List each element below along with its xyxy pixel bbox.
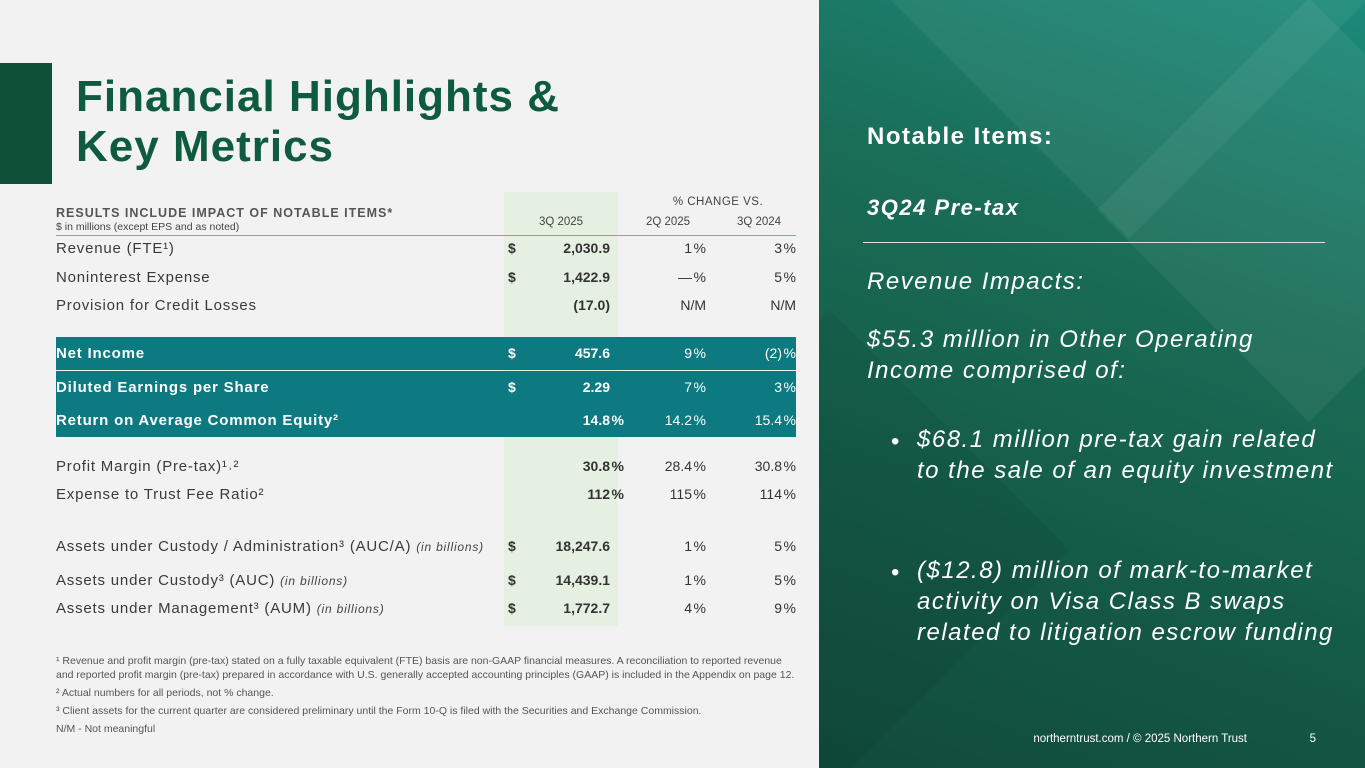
value-3q2025: 14.8 <box>582 412 610 428</box>
pct-change-header: % CHANGE VS. <box>672 196 764 208</box>
table-header-subtitle: $ in millions (except EPS and as noted) <box>56 221 240 233</box>
row-label: Provision for Credit Losses <box>56 297 257 314</box>
footer-copyright: northerntrust.com / © 2025 Northern Trust <box>1033 733 1247 745</box>
value-3q2025: 2.29 <box>582 379 610 395</box>
col-header-3q2025: 3Q 2025 <box>538 216 584 228</box>
chg1-pct: % <box>693 600 706 616</box>
chg-vs-3q2024: 5 <box>774 538 782 554</box>
chg-vs-3q2024: (2) <box>764 345 782 361</box>
value-pct: % <box>611 458 624 474</box>
revenue-impacts-title: Revenue Impacts: <box>867 268 1085 295</box>
row-label: Expense to Trust Fee Ratio² <box>56 486 265 503</box>
table-row-revenue <box>56 237 796 261</box>
chg-vs-2q2025: 115 <box>669 486 692 502</box>
dollar-sign: $ <box>508 572 516 588</box>
chg1-pct: % <box>693 486 706 502</box>
value-3q2025: (17.0) <box>573 297 610 313</box>
panel-divider <box>863 242 1325 243</box>
table-row-auc-a <box>56 535 796 559</box>
footnote-1: ¹ Revenue and profit margin (pre-tax) stated on a fully taxable equivalent (FTE) basis are non-GAAP financial measures. A reconciliation to reported revenue and reported profit margin (pre-tax) prepared in accordance with U.S. generally accepted accounting principles (GAAP) is included in the Appendix on page 12. <box>56 655 795 681</box>
table-row-return-on-equity <box>56 404 796 437</box>
row-label: Revenue (FTE¹) <box>56 240 175 257</box>
bullet-item: ($12.8) million of mark-to-market activity on Visa Class B swaps related to litigation escrow funding <box>917 557 1334 646</box>
table-row-expense-trust-fee-ratio <box>56 483 796 507</box>
table-row-auc <box>56 569 796 593</box>
row-label: Assets under Custody / Administration³ (AUC/A) (in billions) <box>56 538 484 555</box>
table-row-net-income <box>56 337 796 370</box>
chg2-pct: % <box>783 600 796 616</box>
chg-vs-2q2025: 14.2 <box>664 412 692 428</box>
chg-vs-2q2025: 1 <box>684 538 692 554</box>
row-label: Profit Margin (Pre-tax)¹˒² <box>56 458 240 475</box>
row-label: Net Income <box>56 345 145 362</box>
value-3q2025: 30.8 <box>582 458 610 474</box>
table-row-provision-credit-losses <box>56 294 796 318</box>
chg-vs-3q2024: 15.4 <box>754 412 782 428</box>
col-header-3q2024: 3Q 2024 <box>736 216 782 228</box>
chg-vs-3q2024: 5 <box>774 269 782 285</box>
row-label-note: (in billions) <box>416 540 484 554</box>
col-header-2q2025: 2Q 2025 <box>645 216 691 228</box>
bullet-dot: • <box>891 559 900 586</box>
chg-vs-2q2025: 9 <box>684 345 692 361</box>
page-title: Financial Highlights & Key Metrics <box>76 72 561 171</box>
chg1-pct: % <box>693 345 706 361</box>
value-3q2025: 1,772.7 <box>563 600 610 616</box>
table-row-noninterest-expense <box>56 266 796 290</box>
revenue-impacts-description: $55.3 million in Other Operating Income comprised of: <box>867 326 1254 384</box>
bullet-dot: • <box>891 428 900 455</box>
dollar-sign: $ <box>508 240 516 256</box>
chg-vs-3q2024: 114 <box>759 486 782 502</box>
chg2-pct: % <box>783 269 796 285</box>
footnotes <box>56 654 801 740</box>
chg-vs-3q2024: 3 <box>774 240 782 256</box>
chg2-pct: % <box>783 240 796 256</box>
chg2-pct: % <box>783 486 796 502</box>
title-accent-bar <box>0 63 52 184</box>
footnote-nm: N/M - Not meaningful <box>56 723 156 735</box>
chg-vs-3q2024: 9 <box>774 600 782 616</box>
footnote-2: ² Actual numbers for all periods, not % change. <box>56 687 274 699</box>
dollar-sign: $ <box>508 600 516 616</box>
chg-vs-3q2024: 3 <box>774 379 782 395</box>
chg2-pct: % <box>783 458 796 474</box>
table-header-title: RESULTS INCLUDE IMPACT OF NOTABLE ITEMS* <box>56 206 394 220</box>
value-3q2025: 14,439.1 <box>555 572 610 588</box>
chg2-pct: % <box>783 572 796 588</box>
row-label: Diluted Earnings per Share <box>56 379 270 396</box>
value-3q2025: 18,247.6 <box>555 538 610 554</box>
bullet-item: $68.1 million pre-tax gain related to the sale of an equity investment <box>917 426 1334 484</box>
chg-vs-2q2025: — <box>678 269 692 285</box>
dollar-sign: $ <box>508 538 516 554</box>
chg1-pct: % <box>693 572 706 588</box>
chg-vs-2q2025: N/M <box>680 297 706 313</box>
chg1-pct: % <box>693 240 706 256</box>
chg-vs-2q2025: 4 <box>684 600 692 616</box>
value-3q2025: 457.6 <box>574 345 610 361</box>
chg2-pct: % <box>783 345 796 361</box>
chg-vs-2q2025: 28.4 <box>664 458 692 474</box>
footnote-3: ³ Client assets for the current quarter are considered preliminary until the Form 10-Q is filed with the Securities and Exchange Commission. <box>56 705 702 717</box>
chg1-pct: % <box>693 269 706 285</box>
chg-vs-3q2024: 30.8 <box>754 458 782 474</box>
chg2-pct: % <box>783 538 796 554</box>
page-number: 5 <box>1309 733 1316 745</box>
chg1-pct: % <box>693 458 706 474</box>
row-label: Assets under Custody³ (AUC) (in billions) <box>56 572 348 589</box>
chg1-pct: % <box>693 379 706 395</box>
chg-vs-2q2025: 1 <box>684 572 692 588</box>
value-3q2025: 1,422.9 <box>563 269 610 285</box>
header-divider <box>56 235 796 236</box>
value-3q2025: 2,030.9 <box>563 240 610 256</box>
table-row-aum <box>56 597 796 621</box>
dollar-sign: $ <box>508 379 516 395</box>
dollar-sign: $ <box>508 269 516 285</box>
row-label: Assets under Management³ (AUM) (in billions) <box>56 600 385 617</box>
chg1-pct: % <box>693 412 706 428</box>
notable-items-panel <box>819 0 1365 768</box>
value-pct: % <box>611 412 624 428</box>
chg-vs-2q2025: 1 <box>684 240 692 256</box>
chg2-pct: % <box>783 412 796 428</box>
table-row-profit-margin <box>56 455 796 479</box>
dollar-sign: $ <box>508 345 516 361</box>
table-row-diluted-eps <box>56 371 796 404</box>
row-label: Return on Average Common Equity² <box>56 412 339 429</box>
chg-vs-2q2025: 7 <box>684 379 692 395</box>
row-label-note: (in billions) <box>316 602 385 616</box>
value-3q2025: 112 <box>587 486 610 502</box>
chg-vs-3q2024: N/M <box>770 297 796 313</box>
notable-items-title: Notable Items: <box>867 123 1054 150</box>
chg-vs-3q2024: 5 <box>774 572 782 588</box>
row-label-note: (in billions) <box>280 574 348 588</box>
notable-items-subtitle: 3Q24 Pre-tax <box>867 195 1020 220</box>
row-label: Noninterest Expense <box>56 269 211 286</box>
chg1-pct: % <box>693 538 706 554</box>
value-pct: % <box>611 486 624 502</box>
chg2-pct: % <box>783 379 796 395</box>
